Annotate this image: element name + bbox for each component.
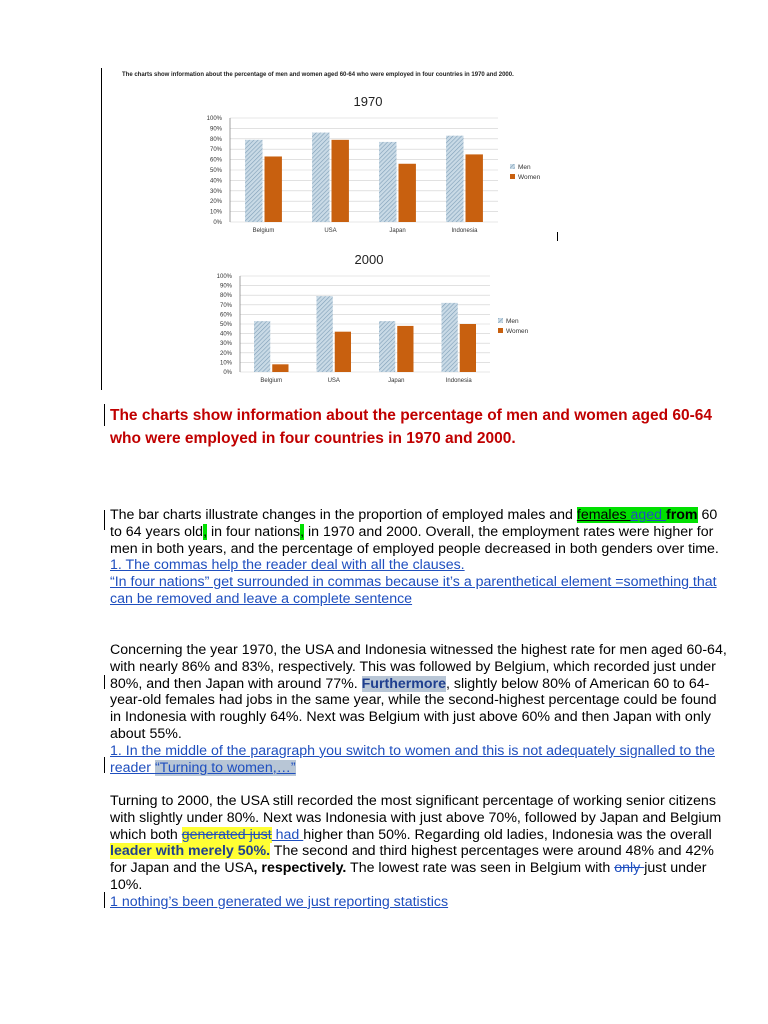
legend-label: Women [506, 328, 529, 335]
text-run: The lowest rate was seen in Belgium with [346, 860, 615, 877]
bar-men-indonesia [446, 136, 463, 222]
y-tick-label: 90% [219, 283, 232, 290]
text-run: in four nations [207, 523, 301, 540]
text-run: 60 to 64 years old [110, 507, 718, 540]
text-cursor [557, 232, 558, 241]
change-bar [104, 675, 105, 689]
y-tick-label: 70% [219, 302, 232, 309]
y-tick-label: 10% [209, 209, 222, 216]
comment-link[interactable]: “In four nations” get surrounded in commas because it’s a parenthetical element =something that can be removed and leave a complete sentence [110, 574, 717, 607]
bar-women-indonesia [466, 154, 483, 222]
y-tick-label: 80% [209, 136, 222, 143]
legend-swatch [498, 318, 503, 323]
bar-men-japan [379, 142, 396, 222]
chart-2000 [0, 248, 768, 388]
text-run: in 1970 and 2000. Overall, the employment rates were higher for men in both years, and the percentage of employed people decreased in both genders over time. [110, 523, 719, 557]
chart-title: 2000 [354, 252, 384, 267]
highlight: Furthermore [361, 675, 446, 692]
legend-label: Men [518, 164, 531, 171]
legend-label: Men [506, 318, 519, 325]
y-tick-label: 100% [206, 116, 222, 122]
paragraph-intro[interactable] [110, 507, 730, 608]
legend-label: Women [518, 174, 541, 181]
x-tick-label: Belgium [252, 228, 275, 234]
y-tick-label: 60% [209, 157, 222, 164]
bar-women-japan [399, 164, 416, 222]
comment-link[interactable]: 1. In the middle of the paragraph you switch to women and this is not adequately signalled to the reader [110, 742, 715, 776]
text-run: Concerning the year 1970, the USA and Indonesia witnessed the highest rate for men aged 60-64, with nearly 86% and 83%, respectively. This was followed by Belgium, which recorded just under 80%, and then Japan with around 77%. [110, 642, 727, 692]
text-run: , slightly below 80% of American 60 to 64-year-old females had jobs in the same year, while the second-highest percentage could be found in Indonesia with roughly 64%. Next was Belgium with just above 60% and then Japan with only about 55%. [110, 675, 717, 742]
bar-women-japan [397, 326, 413, 372]
deleted-text: only [614, 860, 645, 877]
y-tick-label: 40% [219, 331, 232, 338]
legend-swatch [498, 328, 503, 333]
change-bar [104, 757, 105, 773]
bar-women-usa [335, 332, 351, 372]
y-tick-label: 40% [209, 178, 222, 185]
x-tick-label: Japan [388, 378, 405, 384]
inserted-text: had [271, 826, 304, 843]
comment-link[interactable]: “Turning to women,…” [154, 759, 296, 776]
x-tick-label: USA [324, 228, 337, 234]
highlight: leader with merely 50%. [110, 843, 271, 860]
y-tick-label: 50% [209, 168, 222, 174]
chart-title: 1970 [353, 94, 383, 109]
x-tick-label: Indonesia [451, 228, 478, 234]
y-tick-label: 100% [216, 274, 232, 280]
y-tick-label: 10% [219, 360, 232, 367]
comment-link[interactable]: 1 nothing’s been generated we just reporting statistics [110, 893, 449, 910]
change-bar [104, 404, 105, 426]
bar-men-usa [312, 133, 329, 222]
highlight: females [576, 507, 631, 523]
y-tick-label: 30% [209, 188, 222, 195]
paragraph-2000[interactable] [110, 793, 730, 911]
highlight: aged [630, 507, 667, 523]
x-tick-label: USA [327, 378, 340, 384]
comment-link[interactable]: 1. The commas help the reader deal with all the clauses. [110, 557, 465, 574]
bar-men-indonesia [442, 303, 458, 372]
legend-swatch [510, 164, 515, 169]
text-run: The second and third highest percentages were around 48% and 42% for Japan and the USA [110, 843, 714, 877]
bar-women-belgium [265, 156, 282, 222]
y-tick-label: 70% [209, 147, 222, 154]
y-tick-label: 30% [219, 341, 232, 348]
comma-mark: , [203, 523, 208, 540]
y-tick-label: 20% [209, 199, 222, 206]
bar-women-belgium [272, 364, 288, 372]
x-tick-label: Indonesia [445, 378, 472, 384]
y-tick-label: 90% [209, 126, 222, 133]
y-tick-label: 80% [219, 293, 232, 300]
y-tick-label: 50% [219, 322, 232, 328]
comma-mark: , [300, 523, 305, 540]
bar-women-indonesia [460, 324, 476, 372]
change-bar [104, 510, 105, 530]
text-run: Turning to 2000, the USA still recorded the most significant percentage of working senior citizens with slightly under 80%. Next was Indonesia with just above 70%, followed by Japan and Belgium which both [110, 793, 722, 843]
y-tick-label: 0% [223, 370, 232, 376]
change-bar [104, 892, 105, 908]
y-tick-label: 0% [213, 220, 222, 226]
text-run: just under 10%. [110, 860, 707, 893]
legend-swatch [510, 174, 515, 179]
text-run: higher than 50%. Regarding old ladies, Indonesia was the overall [303, 826, 712, 843]
paragraph-1970[interactable] [110, 642, 730, 776]
bar-men-usa [317, 296, 333, 372]
bar-men-belgium [245, 140, 262, 222]
highlight: from [666, 507, 698, 523]
chart-1970 [0, 88, 768, 238]
text-run: The bar charts illustrate changes in the proportion of employed males and [110, 507, 577, 523]
bar-women-usa [332, 140, 349, 222]
bold-text: , respectively. [253, 860, 347, 877]
bar-men-japan [379, 321, 395, 372]
y-tick-label: 20% [219, 350, 232, 357]
document-heading: The charts show information about the percentage of men and women aged 60-64 who were employed in four countries in 1970 and 2000. [110, 407, 713, 447]
bar-men-belgium [254, 321, 270, 372]
x-tick-label: Belgium [260, 378, 283, 384]
x-tick-label: Japan [389, 228, 406, 234]
y-tick-label: 60% [219, 312, 232, 319]
chart-caption: The charts show information about the percentage of men and women aged 60-64 who were employed in four countries in 1970 and 2000. [122, 72, 514, 78]
deleted-text: generated just [181, 826, 272, 843]
